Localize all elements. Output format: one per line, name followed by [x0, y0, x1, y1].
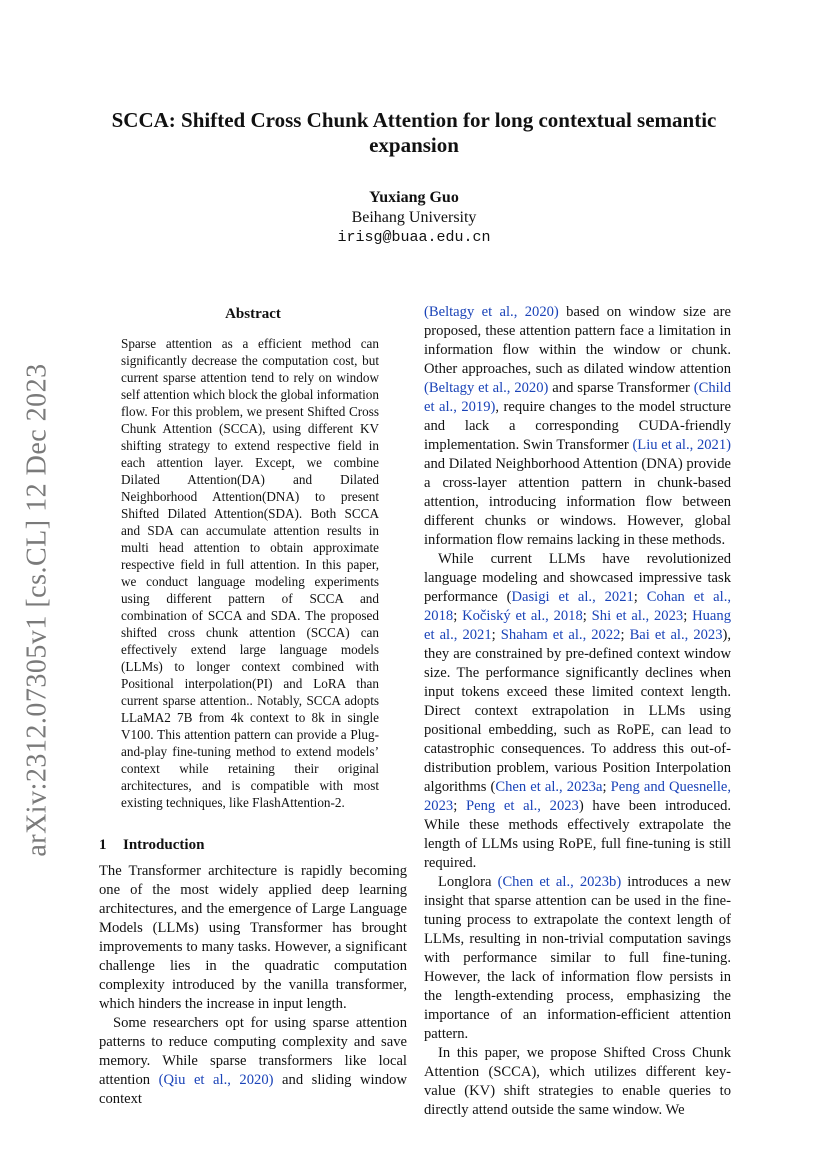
citation-link[interactable]: Peng et al., 2023 [465, 798, 579, 814]
citation-link[interactable]: Dasigi et al., 2021 [511, 589, 634, 605]
intro-paragraph-4: Longlora (Chen et al., 2023b) introduces a new insight that sparse attention can be used in the fine-tuning process to extrapolate the context length of LLMs, resulting in non-trivial computation savings with performance similar to full fine-tuning. However, the lack of information flow persists in the length-extending process, emphasizing the importance of an information-efficient attention pattern. [424, 874, 731, 1042]
citation-link[interactable]: Bai et al., 2023 [629, 627, 723, 643]
intro-paragraph-2: Some researchers opt for using sparse attention patterns to reduce computing complexity and save memory. While sparse transformers like local attention (Qiu et al., 2020) and sliding window context [99, 1015, 407, 1107]
section-heading-introduction [99, 837, 407, 854]
citation-link[interactable]: (Chen et al., 2023b) [497, 874, 622, 890]
citation-link[interactable]: (Beltagy et al., 2020) [424, 380, 549, 396]
title-block [80, 108, 748, 248]
citation-link[interactable]: (Qiu et al., 2020) [158, 1072, 274, 1088]
author-email: irisg@buaa.edu.cn [337, 229, 491, 246]
citation-link[interactable]: Shaham et al., 2022 [500, 627, 621, 643]
intro-paragraph-5: In this paper, we propose Shifted Cross Chunk Attention (SCCA), which utilizes different key-value (KV) shift strategies to enable queries to directly attend outside the same window. We [424, 1045, 731, 1118]
abstract-text: Sparse attention as a efficient method can significantly decrease the computation cost, but current sparse attention tend to rely on window self attention which block the global information flow. For this problem, we present Shifted Cross Chunk Attention (SCCA), using different KV shifting strategy to extend respective field in each attention layer. Except, we combine Dilated Attention(DA) and Dilated Neighborhood Attention(DNA) to present Shifted Dilated Attention(SDA). Both SCCA and SDA can accumulate attention results in multi head attention to obtain approximate respective field in full attention. In this paper, we conduct language modeling experiments using different pattern of SCCA and combination of SCCA and SDA. The proposed shifted cross chunk attention (SCCA) can effectively extend large language models (LLMs) to longer context combined with Positional interpolation(PI) and LoRA than current sparse attention.. Notably, SCCA adopts LLaMA2 7B from 4k context to 8k in single V100. This attention pattern can provide a Plug-and-play fine-tuning method to extend models’ context while retaining their original architectures, and is compatible with most existing techniques, like FlashAttention-2. [121, 336, 379, 810]
intro-paragraph-3: While current LLMs have revolutionized language modeling and showcased impressive task performance (Dasigi et al., 2021; Cohan et al., 2018; Kočiský et al., 2018; Shi et al., 2023; Huang et al., 2021; Shaham et al., 2022; Bai et al., 2023), they are constrained by pre-defined context window size. The performance significantly declines when input tokens exceed these limited context length. Direct context extrapolation in LLMs using positional embedding, such as RoPE, can lead to catastrophic consequences. To address this out-of-distribution problem, various Position Interpolation algorithms (Chen et al., 2023a; Peng and Quesnelle, 2023; Peng et al., 2023) have been introduced. While these methods effectively extrapolate the length of LLMs using RoPE, full fine-tuning is still required. [424, 551, 732, 871]
section-title: Introduction [123, 837, 205, 853]
intro-paragraph-2-continued: (Beltagy et al., 2020) based on window size are proposed, these attention pattern face a limitation in information flow within the window or chunk. Other approaches, such as dilated window attention (Beltagy et al., 2020) and sparse Transformer (Child et al., 2019), require changes to the model structure and lack a corresponding CUDA-friendly implementation. Swin Transformer (Liu et al., 2021) and Dilated Neighborhood Attention (DNA) provide a cross-layer attention pattern in chunk-based attention, introducing information flow between different chunks or windows. However, global information flow remains lacking in these methods. [424, 304, 732, 548]
intro-paragraph-1: The Transformer architecture is rapidly becoming one of the most widely applied deep learning architectures, and the emergence of Large Language Models (LLMs) using Transformer has brought improvements to many tasks. However, a significant challenge lies in the quadratic computation complexity introduced by the vanilla transformer, which hinders the increase in input length. [99, 863, 407, 1012]
citation-link[interactable]: Cohan et al., 2018 [424, 589, 731, 624]
citation-link[interactable]: (Liu et al., 2021) [632, 437, 731, 453]
paper-title: SCCA: Shifted Cross Chunk Attention for long contextual semantic expansion [111, 108, 717, 157]
citation-link[interactable]: Peng and Quesnelle, 2023 [424, 779, 732, 814]
citation-link[interactable]: (Child et al., 2019) [424, 380, 732, 415]
section-number: 1 [99, 837, 107, 853]
citation-link[interactable]: Chen et al., 2023a [495, 779, 603, 795]
author-name: Yuxiang Guo [369, 189, 459, 206]
arxiv-identifier-stamp [18, 360, 58, 860]
arxiv-identifier-text: arXiv:2312.07305v1 [cs.CL] 12 Dec 2023 [22, 363, 54, 857]
citation-link[interactable]: Shi et al., 2023 [591, 608, 684, 624]
left-column [99, 306, 407, 1109]
citation-link[interactable]: Huang et al., 2021 [424, 608, 732, 643]
citation-link[interactable]: Kočiský et al., 2018 [462, 608, 583, 624]
abstract-heading: Abstract [225, 306, 281, 322]
citation-link[interactable]: (Beltagy et al., 2020) [424, 304, 559, 320]
author-affiliation: Beihang University [351, 209, 477, 226]
right-column [424, 303, 731, 1120]
